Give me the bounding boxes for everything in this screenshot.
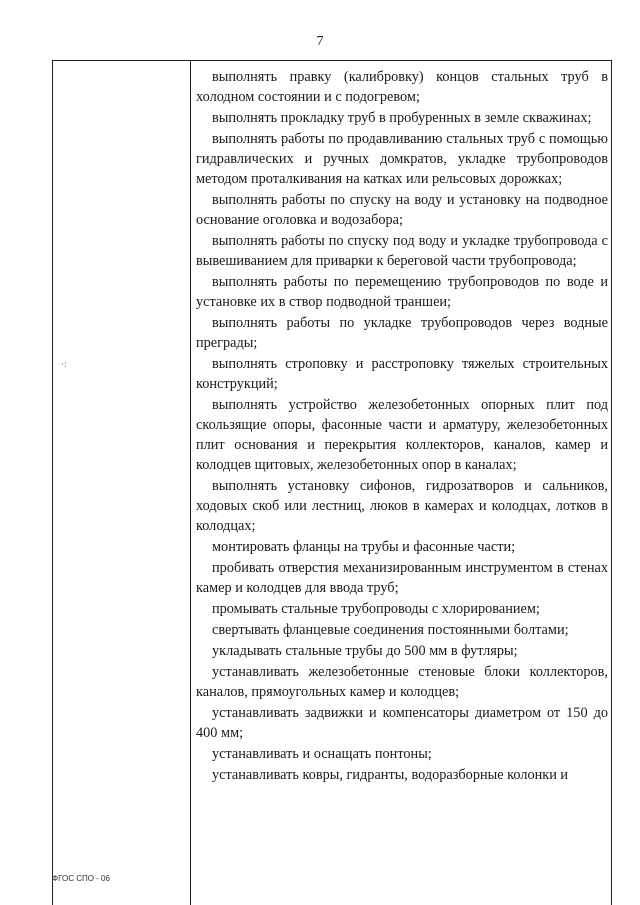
- list-item: выполнять работы по укладке трубопроводов через водные преграды;: [196, 315, 608, 351]
- content-table: [52, 60, 612, 905]
- list-item: выполнять работы по спуску на воду и установку на подводное основание оголовка и водозабора;: [196, 192, 608, 228]
- list-item: устанавливать задвижки и компенсаторы диаметром от 150 до 400 мм;: [196, 705, 608, 741]
- list-item: выполнять работы по продавливанию стальных труб с помощью гидравлических и ручных домкратов, укладке трубопроводов методом проталкивания на катках или рельсовых дорожках;: [196, 131, 608, 187]
- page-number: 7: [316, 34, 324, 49]
- list-item: укладывать стальные трубы до 500 мм в футляры;: [212, 643, 518, 659]
- list-item: выполнять строповку и расстроповку тяжелых строительных конструкций;: [196, 356, 608, 392]
- list-item: выполнять работы по спуску под воду и укладке трубопровода с вывешиванием для приварки к береговой части трубопровода;: [196, 233, 608, 269]
- list-item: выполнять работы по перемещению трубопроводов по воде и установке их в створ подводной траншеи;: [196, 274, 608, 310]
- list-item: свертывать фланцевые соединения постоянными болтами;: [212, 622, 569, 638]
- list-item: устанавливать и оснащать понтоны;: [212, 746, 432, 762]
- list-item: монтировать фланцы на трубы и фасонные части;: [212, 539, 516, 555]
- table-right-column: [191, 61, 611, 786]
- table-left-column: [53, 61, 191, 905]
- list-item: выполнять правку (калибровку) концов стальных труб в холодном состоянии и с подогревом;: [196, 69, 608, 105]
- list-item: выполнять установку сифонов, гидрозатворов и сальников, ходовых скоб или лестниц, люков в камерах и колодцах, лотков в колодцах;: [196, 478, 608, 534]
- list-item: устанавливать железобетонные стеновые блоки коллекторов, каналов, прямоугольных камер и колодцев;: [196, 664, 608, 700]
- list-item: промывать стальные трубопроводы с хлорированием;: [212, 601, 540, 617]
- footer-label: ФГОС СПО - 06: [52, 874, 110, 883]
- list-item: пробивать отверстия механизированным инструментом в стенах камер и колодцев для ввода труб;: [196, 560, 608, 596]
- list-item: выполнять устройство железобетонных опорных плит под скользящие опоры, фасонные части и арматуру, железобетонных плит основания и перекрытия коллекторов, каналов, камер и колодцев щитовых, железобетонных опор в каналах;: [196, 397, 608, 473]
- list-item: выполнять прокладку труб в пробуренных в земле скважинах;: [212, 110, 592, 126]
- list-item: устанавливать ковры, гидранты, водоразборные колонки и: [212, 767, 569, 783]
- left-cell-mark: ·:: [61, 359, 67, 369]
